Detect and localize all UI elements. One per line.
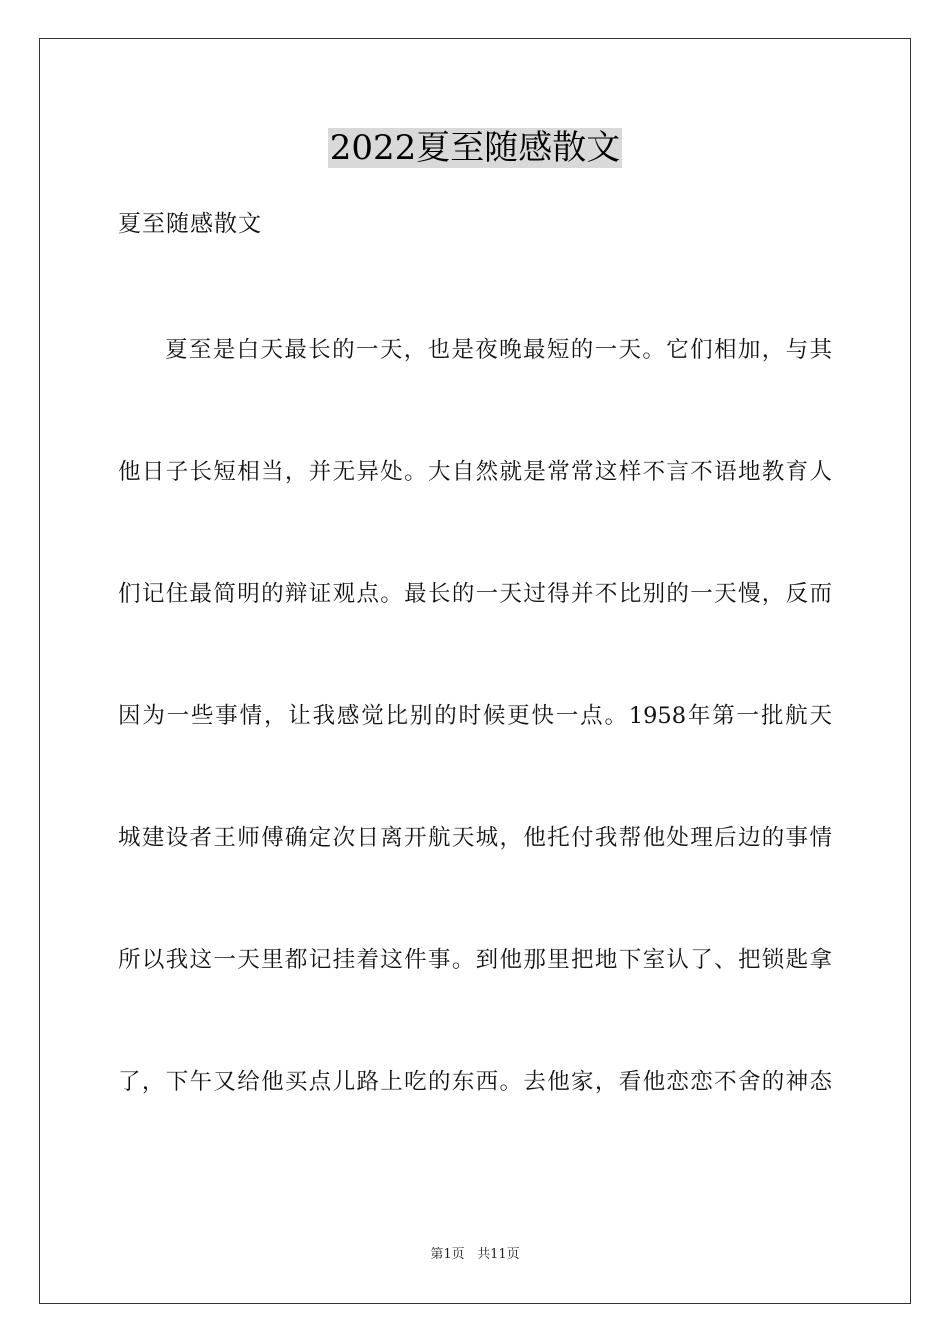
body-line-1: 夏至是白天最长的一天，也是夜晚最短的一天。它们相加，与其: [165, 337, 832, 363]
title-container: [0, 128, 950, 168]
document-subtitle: 夏至随感散文: [118, 211, 262, 237]
body-line-7: 了，下午又给他买点儿路上吃的东西。去他家，看他恋恋不舍的神态: [118, 1069, 832, 1095]
body-line-5: 城建设者王师傅确定次日离开航天城，他托付我帮他处理后边的事情: [118, 825, 832, 851]
body-line-3: 们记住最简明的辩证观点。最长的一天过得并不比别的一天慢，反而: [118, 581, 832, 607]
body-line-2: 他日子长短相当，并无异处。大自然就是常常这样不言不语地教育人: [118, 459, 832, 485]
page-footer: [0, 1246, 950, 1264]
page-total: 共11页: [477, 1247, 520, 1262]
page-number: 第1页: [430, 1247, 465, 1262]
body-line-4: 因为一些事情，让我感觉比别的时候更快一点。1958年第一批航天: [118, 703, 832, 729]
body-line-6: 所以我这一天里都记挂着这件事。到他那里把地下室认了、把锁匙拿: [118, 947, 832, 973]
document-title: 2022夏至随感散文: [329, 128, 621, 168]
